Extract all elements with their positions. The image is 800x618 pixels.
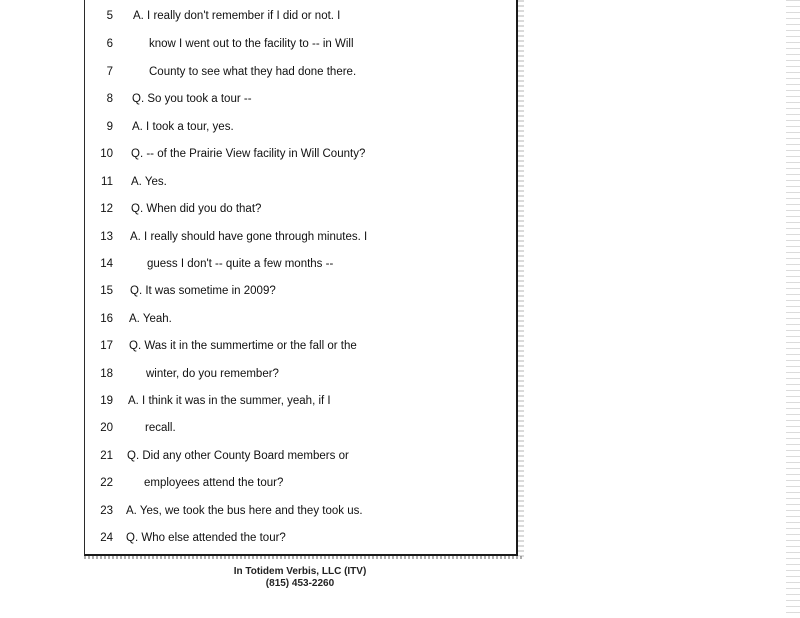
line-number: 8 (106, 93, 113, 105)
scan-right-artifact (786, 0, 800, 618)
transcript-page (84, 0, 518, 556)
line-text: Q. Who else attended the tour? (126, 532, 286, 544)
transcript-line (85, 172, 515, 192)
line-text: Q. So you took a tour -- (132, 93, 252, 105)
line-text: guess I don't -- quite a few months -- (147, 258, 334, 270)
transcript-line (85, 473, 515, 493)
transcript-line (85, 89, 515, 109)
line-text: A. Yes. (131, 176, 167, 188)
line-text: A. Yes, we took the bus here and they took us. (126, 505, 363, 517)
line-number: 24 (100, 532, 113, 544)
transcript-line (85, 528, 515, 548)
line-number: 20 (100, 422, 113, 434)
line-number: 11 (101, 176, 113, 188)
transcript-line (85, 117, 515, 137)
line-number: 9 (106, 121, 113, 133)
scan-bottom-artifact (84, 556, 522, 559)
line-number: 12 (100, 203, 113, 215)
transcript-line (85, 34, 515, 54)
transcript-line (85, 62, 515, 82)
line-text: Q. -- of the Prairie View facility in Will County? (131, 148, 366, 160)
line-text: County to see what they had done there. (149, 66, 357, 78)
scan-edge-artifact (518, 0, 524, 560)
line-number: 23 (100, 505, 113, 517)
transcript-line (85, 254, 515, 274)
line-text: know I went out to the facility to -- in Will (149, 38, 354, 50)
transcript-line (85, 144, 515, 164)
line-text: Q. It was sometime in 2009? (130, 285, 276, 297)
transcript-line (85, 227, 515, 247)
line-number: 21 (100, 450, 113, 462)
footer-phone-number: (815) 453-2260 (265, 578, 335, 589)
line-text: winter, do you remember? (146, 368, 279, 380)
line-text: employees attend the tour? (144, 477, 284, 489)
line-text: A. I think it was in the summer, yeah, if I (128, 395, 331, 407)
line-number: 13 (100, 231, 113, 243)
transcript-line (85, 446, 515, 466)
line-number: 17 (100, 340, 113, 352)
footer-firm-name: In Totidem Verbis, LLC (ITV) (233, 566, 367, 577)
line-text: A. Yeah. (129, 313, 172, 325)
line-text: Q. Was it in the summertime or the fall or the (129, 340, 357, 352)
line-text: A. I really don't remember if I did or not. I (133, 10, 341, 22)
transcript-line (85, 281, 515, 301)
line-number: 14 (100, 258, 113, 270)
line-number: 5 (106, 10, 113, 22)
transcript-line (85, 336, 515, 356)
transcript-line (85, 6, 515, 26)
line-number: 6 (106, 38, 113, 50)
line-number: 22 (100, 477, 113, 489)
transcript-line (85, 309, 515, 329)
line-text: A. I took a tour, yes. (132, 121, 234, 133)
line-text: Q. When did you do that? (131, 203, 262, 215)
line-text: A. I really should have gone through minutes. I (130, 231, 368, 243)
line-number: 16 (100, 313, 113, 325)
transcript-line (85, 501, 515, 521)
line-number: 18 (100, 368, 113, 380)
line-number: 19 (100, 395, 113, 407)
line-text: Q. Did any other County Board members or (127, 450, 349, 462)
line-number: 10 (100, 148, 113, 160)
line-number: 7 (106, 66, 113, 78)
line-text: recall. (145, 422, 176, 434)
line-number: 15 (100, 285, 113, 297)
transcript-line (85, 391, 515, 411)
transcript-line (85, 199, 515, 219)
transcript-line (85, 418, 515, 438)
transcript-line (85, 364, 515, 384)
